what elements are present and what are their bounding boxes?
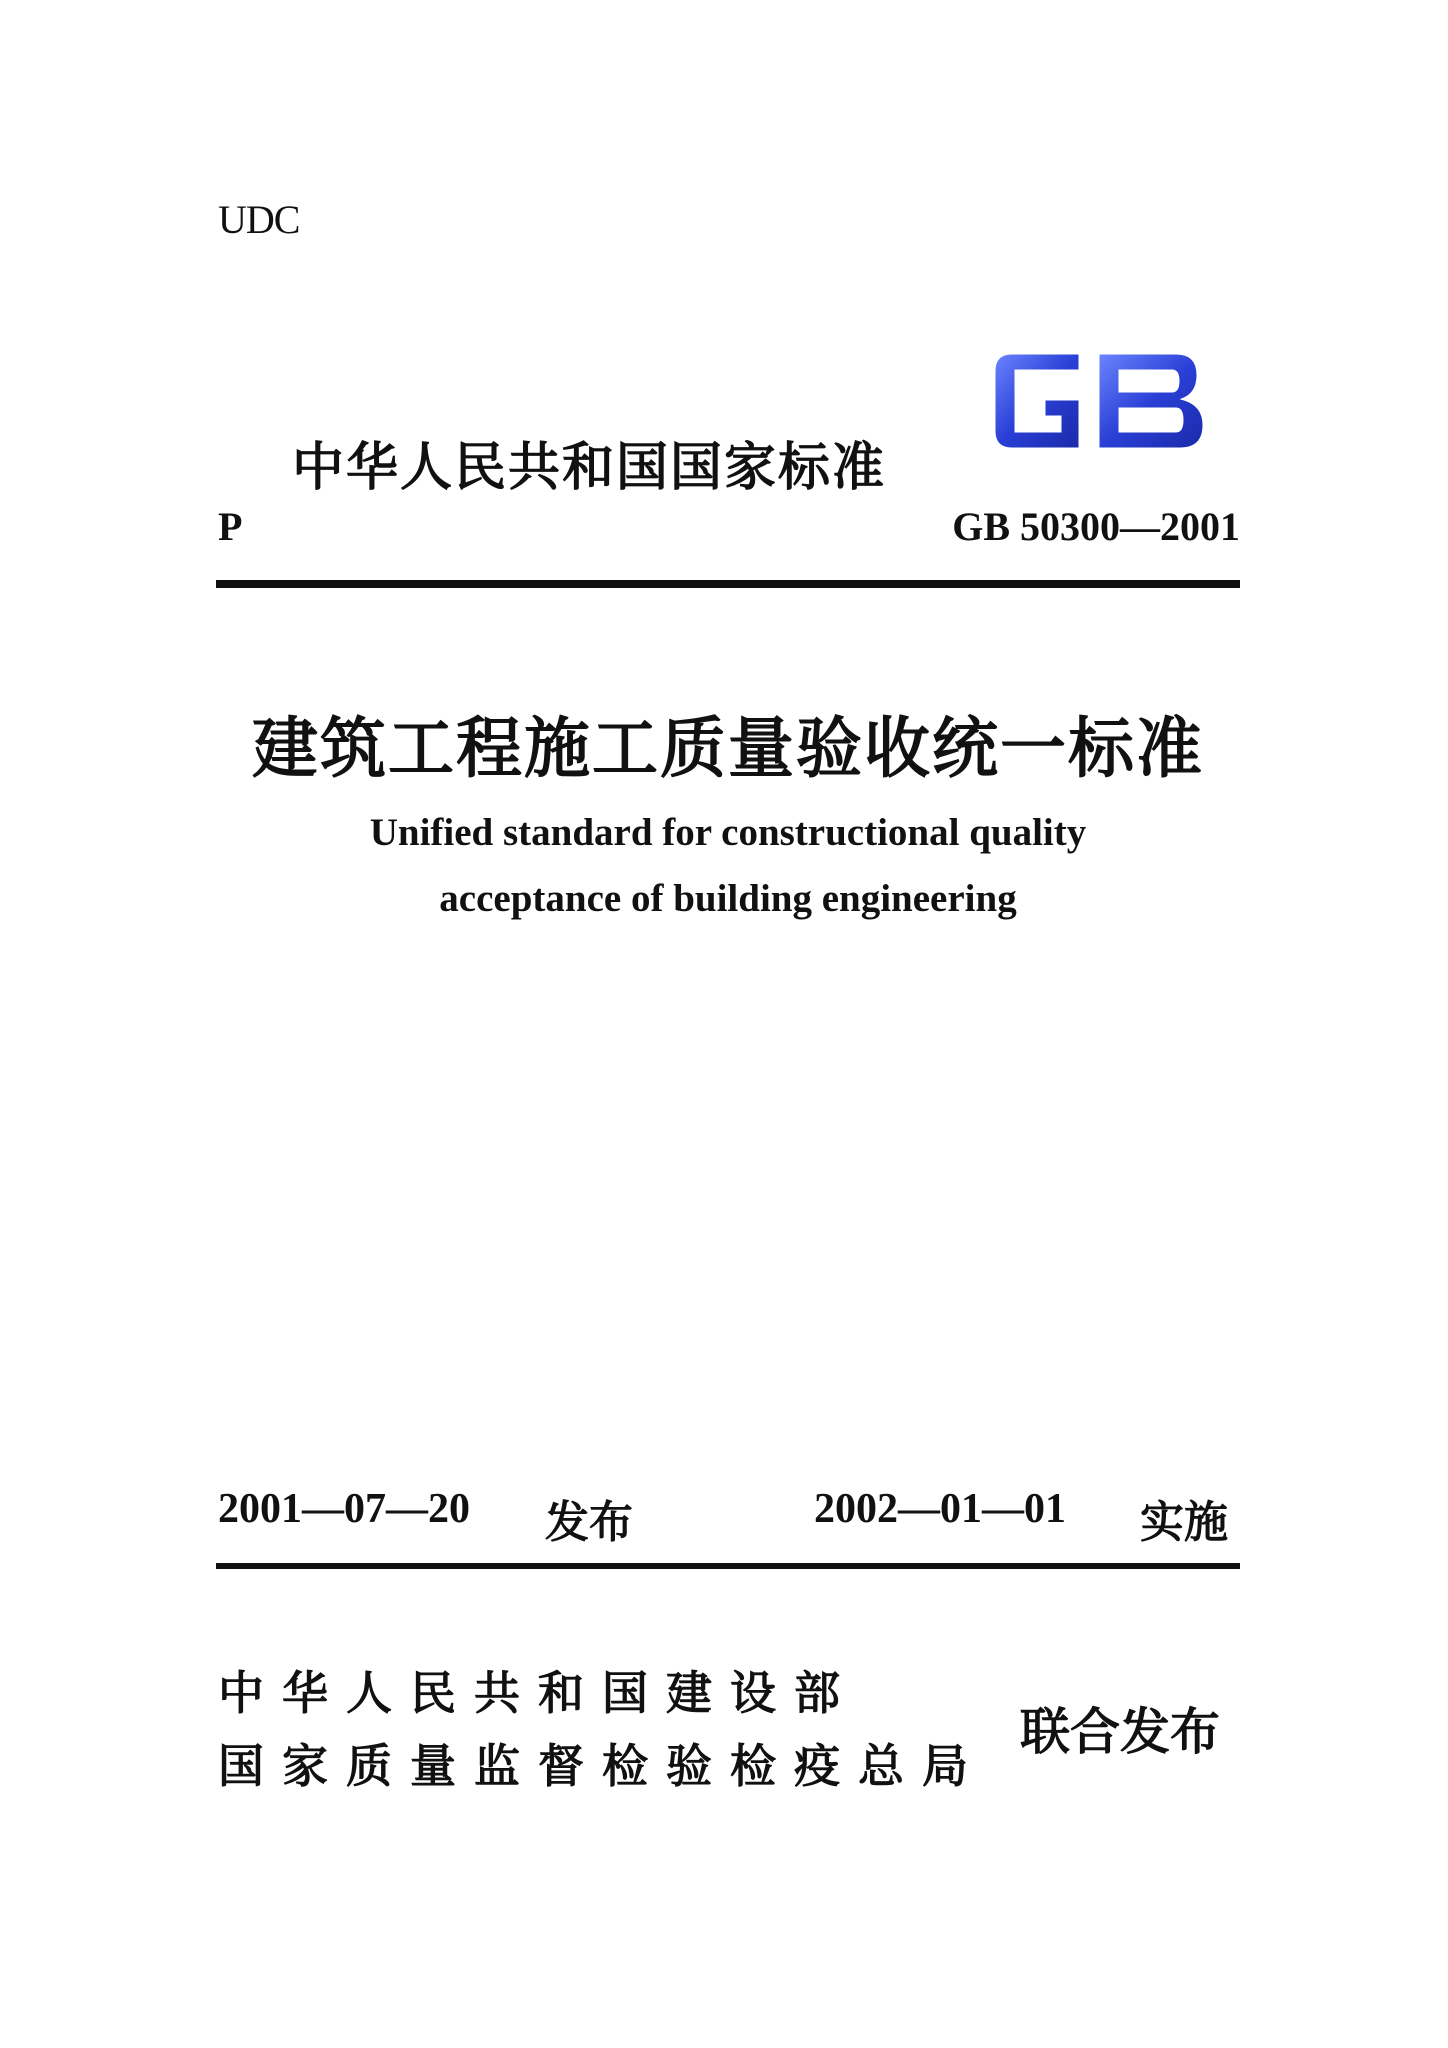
publisher-administration: 国家质量监督检验检疫总局	[218, 1739, 986, 1793]
national-standard-heading: 中华人民共和国国家标准	[292, 438, 887, 498]
udc-label: UDC	[218, 197, 300, 242]
standard-number: GB 50300—2001	[952, 504, 1240, 549]
issue-date: 2001—07—20	[218, 1486, 470, 1532]
category-code: P	[218, 504, 243, 549]
implementation-label: 实施	[1140, 1497, 1228, 1548]
title-english-line2: acceptance of building engineering	[439, 877, 1017, 920]
publisher-ministry: 中华人民共和国建设部	[218, 1666, 858, 1720]
title-english-line1: Unified standard for constructional quality	[369, 811, 1087, 854]
title-chinese: 建筑工程施工质量验收统一标准	[252, 710, 1204, 787]
title-english	[216, 800, 1240, 932]
gb-logo	[980, 335, 1220, 465]
implementation-date: 2002—01—01	[814, 1486, 1066, 1532]
issue-label: 发布	[545, 1497, 633, 1548]
bottom-divider	[216, 1563, 1240, 1569]
joint-publication-label: 联合发布	[1020, 1703, 1220, 1761]
top-divider	[216, 580, 1240, 588]
